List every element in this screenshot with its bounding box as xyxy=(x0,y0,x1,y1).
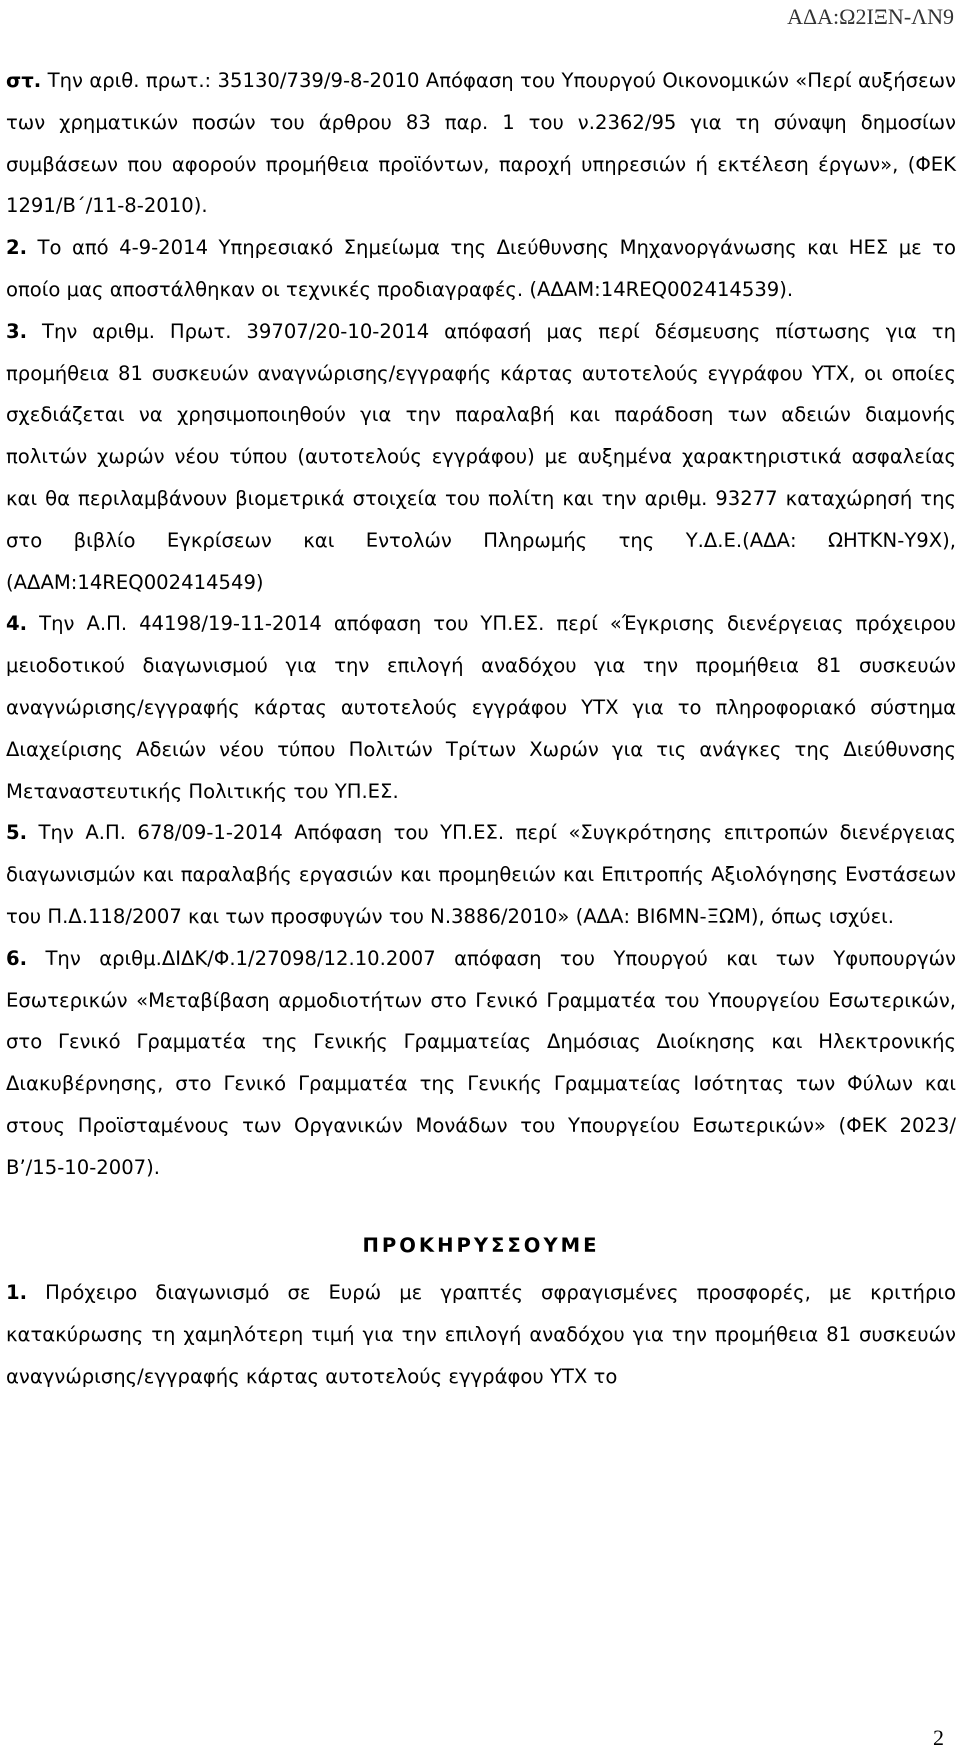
item-text: Την Α.Π. 678/09-1-2014 Απόφαση του ΥΠ.ΕΣ. περί «Συγκρότησης επιτροπών διενέργειας διαγωνισμών και παραλαβής εργασιών και προμηθειών και Επιτροπής Αξιολόγησης Ενστάσεων του Π.Δ.118/2007 και των προσφυγών του Ν.3886/2010» (ΑΔΑ: ΒΙ6ΜΝ-ΞΩΜ), όπως ισχύει. xyxy=(6,821,956,928)
item-number: 1. xyxy=(6,1281,28,1305)
item-text: Το από 4-9-2014 Υπηρεσιακό Σημείωμα της Διεύθυνσης Μηχανοργάνωσης και ΗΕΣ με το οποίο μας αποστάλθηκαν οι τεχνικές προδιαγραφές. (ΑΔΑΜ:14REQ002414539). xyxy=(6,236,956,301)
item-text: Την αριθμ.ΔΙΔΚ/Φ.1/27098/12.10.2007 απόφαση του Υπουργού και των Υφυπουργών Εσωτερικών «Μεταβίβαση αρμοδιοτήτων στο Γενικό Γραμματέα του Υπουργείου Εσωτερικών, στο Γενικό Γραμματέα της Γενικής Γραμματείας Δημόσιας Διοίκησης και Ηλεκτρονικής Διακυβέρνησης, στο Γενικό Γραμματέα της Γενικής Γραμματείας Ισότητας των Φύλων και στους Προϊσταμένους των Οργανικών Μονάδων του Υπουργείου Εσωτερικών» (ΦΕΚ 2023/Β’/15-10-2007). xyxy=(6,946,956,1179)
item-5 xyxy=(6,812,956,937)
item-number: 5. xyxy=(6,821,28,845)
item-6 xyxy=(6,938,956,1189)
item-text: Την Α.Π. 44198/19-11-2014 απόφαση του ΥΠ.ΕΣ. περί «Έγκρισης διενέργειας πρόχειρου μειοδοτικού διαγωνισμού για την επιλογή αναδόχου για την προμήθεια 81 συσκευών αναγνώρισης/εγγραφής κάρτας αυτοτελούς εγγράφου ΥΤΧ για το πληροφοριακό σύστημα Διαχείρισης Αδειών νέου τύπου Πολιτών Τρίτων Χωρών για τις ανάγκες της Διεύθυνσης Μεταναστευτικής Πολιτικής του ΥΠ.ΕΣ. xyxy=(6,612,956,803)
item-3 xyxy=(6,311,956,604)
section-heading: ΠΡΟΚΗΡΥΣΣΟΥΜΕ xyxy=(362,1233,600,1257)
item-number: 2. xyxy=(6,236,28,260)
item-number: στ. xyxy=(6,69,42,92)
item-number: 6. xyxy=(6,946,28,970)
item-text: Την αριθμ. Πρωτ. 39707/20-10-2014 απόφασή μας περί δέσμευσης πίστωσης για τη προμήθεια 81 συσκευών αναγνώρισης/εγγραφής κάρτας αυτοτελούς εγγράφου ΥΤΧ, οι οποίες σχεδιάζεται να χρησιμοποιηθούν για την παραλαβή και παράδοση των αδειών διαμονής πολιτών χωρών νέου τύπου (αυτοτελούς εγγράφου) με αυξημένα χαρακτηριστικά ασφαλείας και θα περιλαμβάνουν βιομετρικά στοιχεία του πολίτη και την αριθμ. 93277 καταχώρησή της στο βιβλίο Εγκρίσεων και Εντολών Πληρωμής της Υ.Δ.Ε.(ΑΔΑ: ΩΗΤΚΝ-Υ9Χ), (ΑΔΑΜ:14REQ002414549) xyxy=(6,319,956,594)
item-number: 4. xyxy=(6,612,28,636)
proclaim-item-1 xyxy=(6,1272,956,1397)
page-number: 2 xyxy=(933,1725,944,1750)
item-st xyxy=(6,60,956,227)
item-2 xyxy=(6,227,956,311)
document-body xyxy=(6,60,956,1398)
item-text: Πρόχειρο διαγωνισμό σε Ευρώ με γραπτές σφραγισμένες προσφορές, με κριτήριο κατακύρωσης τη χαμηλότερη τιμή για την επιλογή αναδόχου για την προμήθεια 81 συσκευών αναγνώρισης/εγγραφής κάρτας αυτοτελούς εγγράφου ΥΤΧ το xyxy=(6,1281,956,1388)
item-number: 3. xyxy=(6,319,28,343)
item-4 xyxy=(6,603,956,812)
item-text: Την αριθ. πρωτ.: 35130/739/9-8-2010 Απόφαση του Υπουργού Οικονομικών «Περί αυξήσεων των χρηματικών ποσών του άρθρου 83 παρ. 1 του ν.2362/95 για τη σύναψη δημοσίων συμβάσεων που αφορούν προμήθεια προϊόντων, παροχή υπηρεσιών ή εκτέλεση έργων», (ΦΕΚ 1291/Β΄/11-8-2010). xyxy=(6,69,956,218)
ada-code: ΑΔΑ:Ω2ΙΞΝ-ΛΝ9 xyxy=(787,4,954,29)
